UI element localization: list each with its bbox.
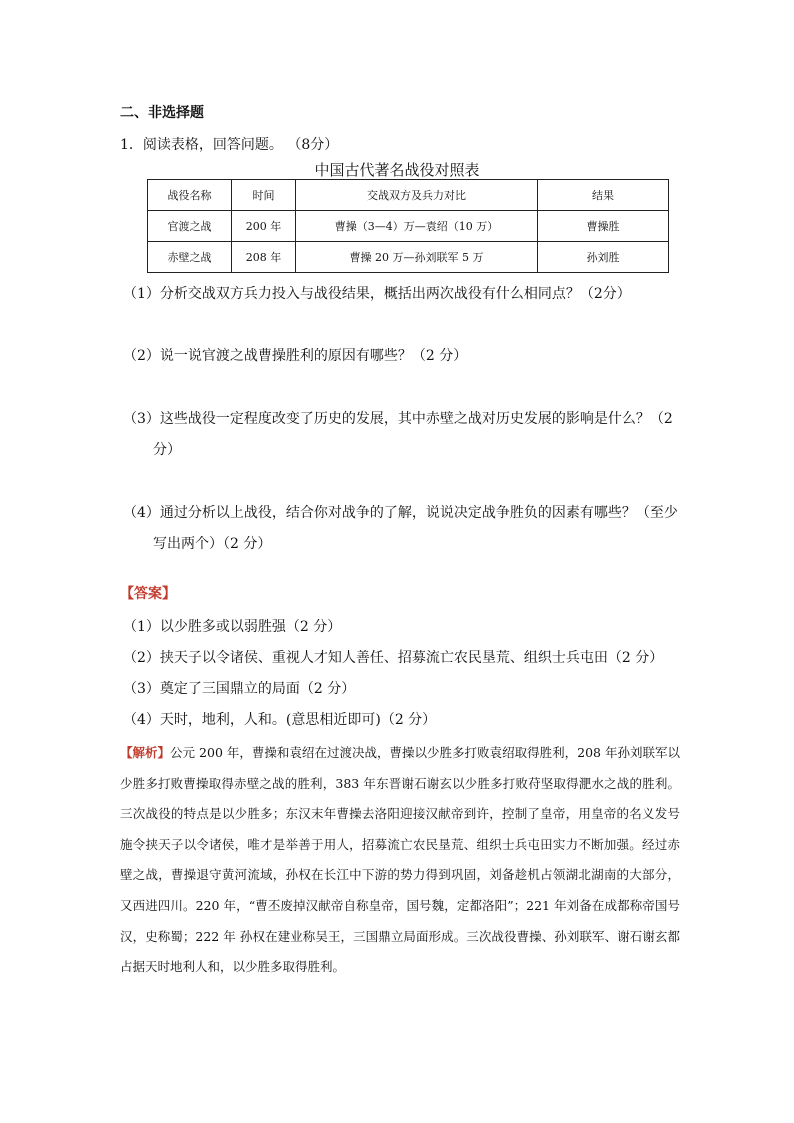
table-cell: 官渡之战 xyxy=(148,211,232,242)
sub-question-1: （1）分析交战双方兵力投入与战役结果，概括出两次战役有什么相同点？（2分） xyxy=(123,286,631,302)
analysis-paragraph xyxy=(120,738,680,983)
table-row xyxy=(148,242,669,273)
table-header-cell: 时间 xyxy=(232,180,296,211)
table-cell: 208 年 xyxy=(232,242,296,273)
analysis-text: 公元 200 年，曹操和袁绍在过渡决战，曹操以少胜多打败袁绍取得胜利，208 年孙刘联军以少胜多打败曹操取得赤壁之战的胜利，383 年东晋谢石谢玄以少胜多打败苻坚取得淝水之战的胜利。三次战役的特点是以少胜多；东汉末年曹操去洛阳迎接汉献帝到许，控制了皇帝，用皇帝的名义发号施令挟天子以令诸侯，唯才是举善于用人，招募流亡农民垦荒、组织士兵屯田实力不断加强。经过赤壁之战，曹操退守黄河流域，孙权在长江中下游的势力得到巩固，刘备趁机占领湖北湖南的大部分，又西进四川。220 年，“曹丕废掉汉献帝自称皇帝，国号魏，定都洛阳”；221 年刘备在成都称帝国号汉，史称蜀；222 年 孙权在建业称吴王，三国鼎立局面形成。三次战役曹操、孙刘联军、谢石谢玄都占据天时地利人和，以少胜多取得胜利。 xyxy=(120,745,680,975)
section-title: 二、非选择题 xyxy=(120,105,204,121)
answer-2: （2）挟天子以令诸侯、重视人才知人善任、招募流亡农民垦荒、组织士兵屯田（2 分） xyxy=(123,650,664,666)
table-cell: 赤壁之战 xyxy=(148,242,232,273)
analysis-label: 【解析】 xyxy=(120,745,171,760)
question-stem: 1．阅读表格，回答问题。 （8分） xyxy=(120,137,339,153)
table-cell: 200 年 xyxy=(232,211,296,242)
sub-question-2: （2）说一说官渡之战曹操胜利的原因有哪些？（2 分） xyxy=(123,348,468,364)
table-header-cell: 战役名称 xyxy=(148,180,232,211)
table-header-cell: 交战双方及兵力对比 xyxy=(296,180,538,211)
table-header-row xyxy=(148,180,669,211)
table-title: 中国古代著名战役对照表 xyxy=(314,161,480,179)
table-cell: 曹操胜 xyxy=(538,211,669,242)
table-cell: 曹操 20 万—孙刘联军 5 万 xyxy=(296,242,538,273)
sub-question-3-cont: 分） xyxy=(153,442,181,458)
battle-table xyxy=(147,179,669,273)
sub-question-4: （4）通过分析以上战役，结合你对战争的了解，说说决定战争胜负的因素有哪些？（至少 xyxy=(123,505,678,521)
table-row xyxy=(148,211,669,242)
answer-label: 【答案】 xyxy=(120,586,176,602)
table-cell: 孙刘胜 xyxy=(538,242,669,273)
sub-question-4-cont: 写出两个）（2 分） xyxy=(153,536,272,552)
table-cell: 曹操（3—4）万—袁绍（10 万） xyxy=(296,211,538,242)
sub-question-3: （3）这些战役一定程度改变了历史的发展，其中赤壁之战对历史发展的影响是什么？（2 xyxy=(123,411,673,427)
answer-1: （1）以少胜多或以弱胜强（2 分） xyxy=(123,619,342,635)
answer-3: （3）奠定了三国鼎立的局面（2 分） xyxy=(123,681,356,697)
answer-4: （4）天时，地利，人和。(意思相近即可)（2 分） xyxy=(123,712,437,728)
table-header-cell: 结果 xyxy=(538,180,669,211)
